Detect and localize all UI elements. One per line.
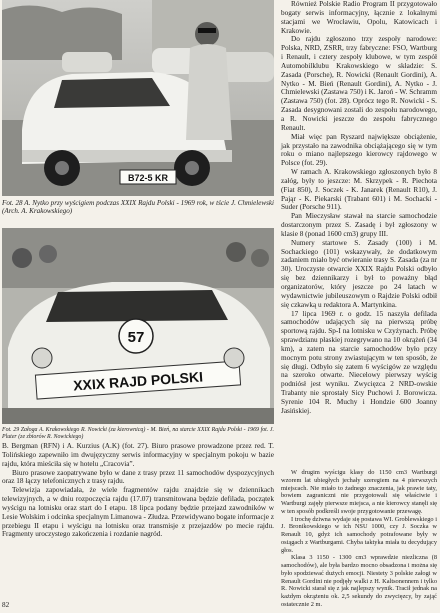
right-text-column — [281, 0, 437, 416]
photo-1-caption: Fot. 28 A. Nytko przy wyścigiem podczas XXIX Rajdu Polski - 1969 rok, w tście J. Chmielewski (Arch. A. Krakowskiego) — [2, 199, 274, 216]
paragraph: Numery startowe S. Zasady (100) i M. Sochackiego (101) wskazywały, że dodatkowym zadaniem miało być otwieranie trasy S. Zasada (za nr 30). Uroczyste otwarcie XXIX Rajdu Polski odbyło się bez dziennikarzy i był to poważny błąd organizatorów, który jeszcze po 24 latach w wydawnictwie jubileuszowym o Rajdzie Polski odbił się czkawką u redaktora A. Martynkina. — [281, 238, 437, 309]
paragraph: Biuro prasowe zaopatrywane było w dane z trasy przez 11 samochodów dyspozycyjnych oraz 18 łączy telefonicznych z trasy rajdu. — [2, 468, 274, 486]
paragraph: Miał więc pan Ryszard największe obciążenie, jak przystało na zawodnika obciążającego się w tym roku o miano najlepszego kierowcy rajdowego w Polsce (fot. 29). — [281, 132, 437, 168]
bottom-right-text-column — [281, 469, 437, 609]
photo-1-image — [2, 0, 274, 196]
page-number: 82 — [2, 601, 10, 609]
paragraph: Telewizja zapowiadała, że wiele fragmentów rajdu znajdzie się w dziennikach telewizyjnych, a w dniu rozpoczęcia rajdu (17.07) transmitowana będzie defilada, początek wyścigu na lotnisku oraz start do I etapu. 18 lipca podany będzie przejazd zawodników w Lesie Wolskim i odcinka specjalnym Limanowa - Złudza. Przewidywano bogate informacje z przebiegu II etapu i wyścigu na lotnisku oraz transmisje z przejazdów po mecie rajdu. Fragmenty uroczystego zakończenia i rozdanie nagród. — [2, 486, 274, 539]
photo-2-caption: Fot. 29 Załoga A. Krakowskiego R. Nowicki (za kierownicą) - M. Bień, na starcie XXIX Rajdu Polski - 1969 fot. J. Pluter (ze zbiorów R. Nowickiego) — [2, 427, 274, 440]
paragraph: Również Polskie Radio Program II przygotowało bogaty serwis informacyjny, łącznie z lokalnymi stacjami we Wrocławiu, Opolu, Katowicach i Krakowie. — [281, 0, 437, 35]
bottom-text-column — [2, 442, 274, 539]
paragraph: W ramach A. Krakowskiego zgłoszonych było 8 załóg, były to jeszcze: M. Skrzypek - R. Piechota (Fiat 850), J. Soczek - K. Janarek (Renault R10), J. Pająr - K. Piekarski (Trabant 601) i M. Sochacki - Suder (Porsche 911). — [281, 168, 437, 212]
photo-2-image — [2, 228, 274, 424]
license-plate: B72-5 KR — [127, 173, 169, 183]
start-number: 57 — [127, 329, 145, 346]
paragraph: I trochę dziwna wydaje się postawa WI. Groblewskiego i J. Bronikowskiego w ich NSU 1000, czy J. Soczka w Renault 10, gdyż ich samochody potrafowane były w osiągach z Wartburgami. Chyba taktyka miała tu decydujący głos. — [281, 515, 437, 554]
paragraph: Klasa 3 1150 - 1300 cm3 wprawdzie niezliczna (8 samochodów), ale była bardzo mocno obsadzona i można się było spodziewać dużych emocji. Niestety 3 polskie załogi w Renault Gordini nie podjęły walki z H. Kaltsonennem i tylko R. Nowicki starał się z jak najlepszy wynik. Tracił jednak na każdym okrążeniu ok. 2,5 sekundy do zwycięzcy, by zająć ostatecznie 2 m. — [281, 554, 437, 609]
paragraph: B. Bergman (RFN) i A. Kurzius (A.K) (fot. 27). Biuro prasowe prowadzone przez red. T. Tolińskiego zapewniło im dwujęzyczny serwis informacyjny w specjalnym pokoju w bazie rajdu, która mieściła się w hotelu „Cracovia”. — [2, 442, 274, 468]
paragraph: W drugim wyścigu klasy do 1150 cm3 Wartburgi wzorem lat ubiegłych jechały szeregiem na 4 pierwszych miejscach. Nie miało to żadnego znaczenia, jak prawie taty, bowiem zagraniczni nie przygotowali się właściwie i Wartburgi zajęły pierwsze miejsca, a nie kierowcy stanęli się w ten sposób podkreśli swoje przygotowanie przewagę. — [281, 469, 437, 515]
paragraph: Do rajdu zgłoszono trzy zespoły narodowe: Polska, NRD, ZSRR, trzy fabryczne: FSO, Wartburg i Renault, i cztery zespoły klubowe, w tym zespół Automobilklubu Krakowskiego w składzie: S. Zasada (Porsche), R. Nowicki (Renault Gordini), A. Nytko - M. Bień (Renault Gordini), A. Nytko - J. Chmielewski (Zastawa 750) i K. Jaroń - W. Schramm (Zastawa 750) (fot. 28). Oprócz tego R. Nowicki - S. Zasada desygnowani zostali do zespołu narodowego, a R. Nowicki jeszcze do zespołu fabrycznego Renault. — [281, 35, 437, 132]
paragraph: 17 lipca 1969 r. o godz. 15 naszyła defilada samochodów udających się na pierwszą próbę sportową rajdu. Sp-I na lotnisku w Czyżynach. Próbę sprawdzianu płaskiej rozegrywano na 10 okrążeń (34 km), a zatem na starcie samochodów było przy mocnym potu strony zwiastującym w ten sposób, że się długi. Odbyło się zatem 6 wyścigów ze względu na szeroko otwarte. Niecelowy pierwszy wyścig podniósł jest wyniku. Zwycięzca 2 NRD-owskie Trabanty nie sprostały Sicy Puchowi J. Borowicza. Syrenie 104 R. Muchy i Hondzie 600 Joanny Jasińskiej. — [281, 309, 437, 415]
paragraph: Pan Mieczysław stawał na starcie samochodzie dostarczonym przez S. Zasadę i był zgłoszony w klasie 8 (ponad 1600 cm3) grupy III. — [281, 212, 437, 238]
photo-start-line — [2, 228, 274, 424]
photo-car-and-driver — [2, 0, 274, 196]
rally-banner: XXIX RAJD POLSKI — [72, 368, 204, 394]
